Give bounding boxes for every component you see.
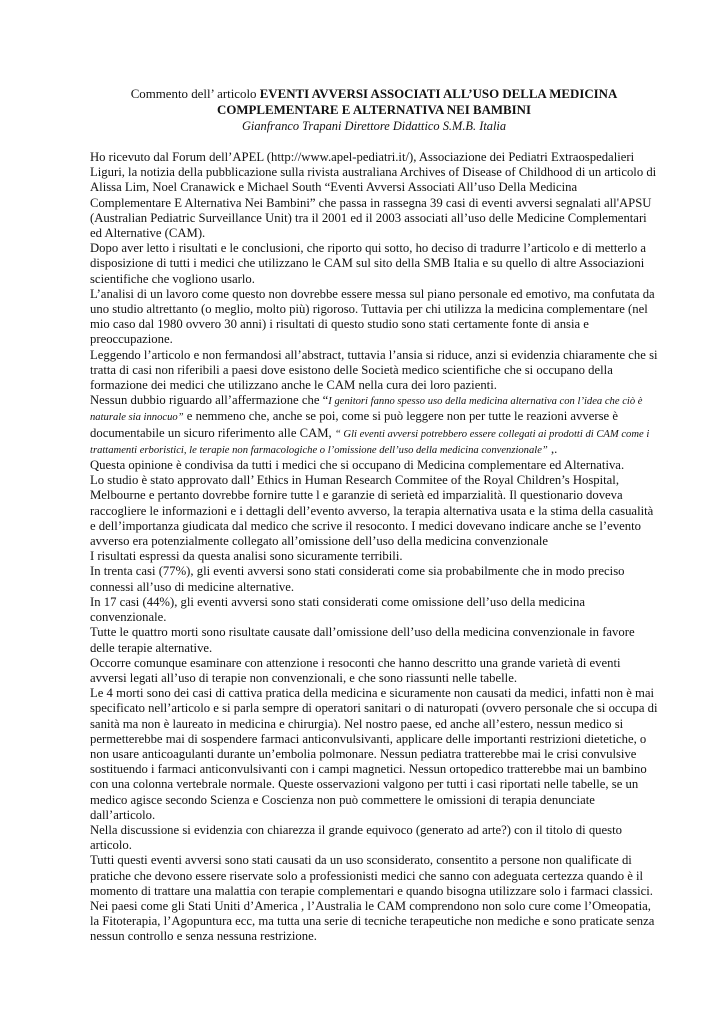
paragraph: Tutte le quattro morti sono risultate causate dall’omissione dell’uso della medicina convenzionale in favore delle terapie alternative.	[90, 625, 635, 655]
article-title-part-1: EVENTI AVVERSI ASSOCIATI ALL’USO DELLA MEDICINA	[259, 87, 618, 101]
quote-italic: “ Gli eventi avversi potrebbero essere collegati ai prodotti di CAM come i trattamenti erboristici, le terapie non farmacologiche o l’omissione dell’uso della medicina convenzionale”	[90, 428, 650, 456]
paragraph: Dopo aver letto i risultati e le conclusioni, che riporto qui sotto, ho deciso di tradurre l’articolo e di metterlo a disposizione di tutti i medici che utilizzano le CAM sul sito della SMB Italia e su quello di altre Associazioni scientifiche che vogliono usarlo.	[90, 241, 646, 286]
paragraph-text: Nessun dubbio riguardo all’affermazione che “	[90, 393, 329, 408]
paragraph: Questa opinione è condivisa da tutti i medici che si occupano di Medicina complementare ed Alternativa.	[90, 458, 625, 473]
paragraph: Ho ricevuto dal Forum dell’APEL (http://www.apel-pediatri.it/), Associazione dei Pediatri Extraospedalieri Liguri, la notizia della pubblicazione sulla rivista australiana Archives of Disease of Childhood di un articolo di Alissa Lim, Noel Cranawick e Michael South “Eventi Avversi Associati All’uso Della Medicina Complementare E Alternativa Nei Bambini” che passa in rassegna 39 casi di eventi avversi segnalati all'APSU (Australian Pediatric Surveillance Unit) tra il 2001 ed il 2003 associati all’uso delle Medicine Complementari ed Alternative (CAM).	[90, 150, 657, 241]
document-page	[90, 86, 658, 945]
title-intro: Commento dell’ articolo	[130, 87, 260, 101]
paragraph: I risultati espressi da questa analisi sono sicuramente terribili.	[90, 549, 403, 564]
author-line: Gianfranco Trapani Direttore Didattico S.M.B. Italia	[241, 119, 507, 133]
paragraph: In 17 casi (44%), gli eventi avversi sono stati considerati come omissione dell’uso della medicina convenzionale.	[90, 594, 586, 625]
paragraph: Nella discussione si evidenzia con chiarezza il grande equivoco (generato ad arte?) con il titolo di questo articolo.	[90, 822, 622, 853]
paragraph: L’analisi di un lavoro come questo non dovrebbe essere messa sul piano personale ed emotivo, ma confutata da uno studio altrettanto (o meglio, molto più) rigoroso. Tuttavia per chi utilizza la medicina complementare (nel mio caso dal 1980 ovvero 30 anni) i risultati di questo studio sono stati certamente fonte di ansia e preoccupazione.	[90, 286, 655, 347]
paragraph: Leggendo l’articolo e non fermandosi all’abstract, tuttavia l’ansia si riduce, anzi si evidenzia chiaramente che si tratta di casi non riferibili a paesi dove esistono delle Società medico scientifiche che si occupano della formazione dei medici che utilizzano anche le CAM nella cura dei loro pazienti.	[90, 347, 658, 393]
paragraph: Occorre comunque esaminare con attenzione i resoconti che hanno descritto una grande varietà di eventi avversi legati all’uso di terapie non convenzionali, e che sono riassunti nelle tabelle.	[90, 655, 621, 685]
article-title-part-2: COMPLEMENTARE E ALTERNATIVA NEI BAMBINI	[217, 103, 531, 117]
title-line-1	[90, 86, 658, 102]
paragraph: Tutti questi eventi avversi sono stati causati da un uso sconsiderato, consentito a persone non qualificate di pratiche che devono essere riservate solo a professionisti medici che sanno con adeguata certezza quando è il momento di trattare una malattia con terapie complementari e quando bisogna utilizzare solo i farmaci classici. Nei paesi come gli Stati Uniti d’America , l’Australia le CAM comprendono non solo cure come l’Omeopatia, la Fitoterapia, l’Agopuntura ecc, ma tutta una serie di tecniche terapeutiche non mediche e sono praticate senza nessun controllo e senza nessuna restrizione.	[90, 853, 655, 944]
quote-italic: I genitori fanno spesso uso della medicina alternativa con l’idea che ciò è naturale sia innocuo”	[90, 396, 643, 424]
paragraph-text: ,.	[547, 441, 558, 456]
paragraph-text: e nemmeno che, anche se poi, come si può leggere non per tutte le reazioni avverse è documentabile un sicuro riferimento alle CAM,	[90, 409, 618, 440]
document-header	[90, 86, 658, 134]
paragraph: Lo studio è stato approvato dall’ Ethics in Human Research Commitee of the Royal Children’s Hospital, Melbourne e pertanto dovrebbe fornire tutte l e garanzie di serietà ed imparzialità. Il questionario doveva raccogliere le informazioni e i dettagli dell’evento avverso, la terapia alternativa usata e la stima della casualità e dell’importanza giudicata dal medico che scrive il resoconto. I medici dovevano indicare anche se l’evento avverso era potenzialmente collegato all’omissione dell’uso della medicina convenzionale	[90, 473, 654, 549]
paragraph: Le 4 morti sono dei casi di cattiva pratica della medicina e sicuramente non causati da medici, infatti non è mai specificato nell’articolo e si parla sempre di operatori sanitari o di naturopati (ovvero personale che si occupa di sanità ma non è laureato in medicina e chirurgia). Nel nostro paese, ed anche all’estero, nessun medico si permetterebbe mai di sospendere farmaci anticonvulsivanti, applicare delle importanti restrizioni dietetiche, o non usare anticoagulanti durante un’embolia polmonare. Nessun pediatra tratterebbe mai le crisi convulsive sostituendo i farmaci anticonvulsivanti con i campi magnetici. Nessun ortopedico tratterebbe mai un bambino con una colonna vertebrale normale. Queste osservazioni valgono per tutti i casi riportati nelle tabelle, se un medico agisce secondo Scienza e Coscienza non può commettere le omissioni di terapia denunciate dall’articolo.	[90, 686, 658, 822]
paragraph-with-quotes	[90, 393, 658, 458]
paragraph: In trenta casi (77%), gli eventi avversi sono stati considerati come sia probabilmente che in modo preciso connessi all’uso di medicine alternative.	[90, 564, 625, 594]
document-body	[90, 150, 658, 945]
